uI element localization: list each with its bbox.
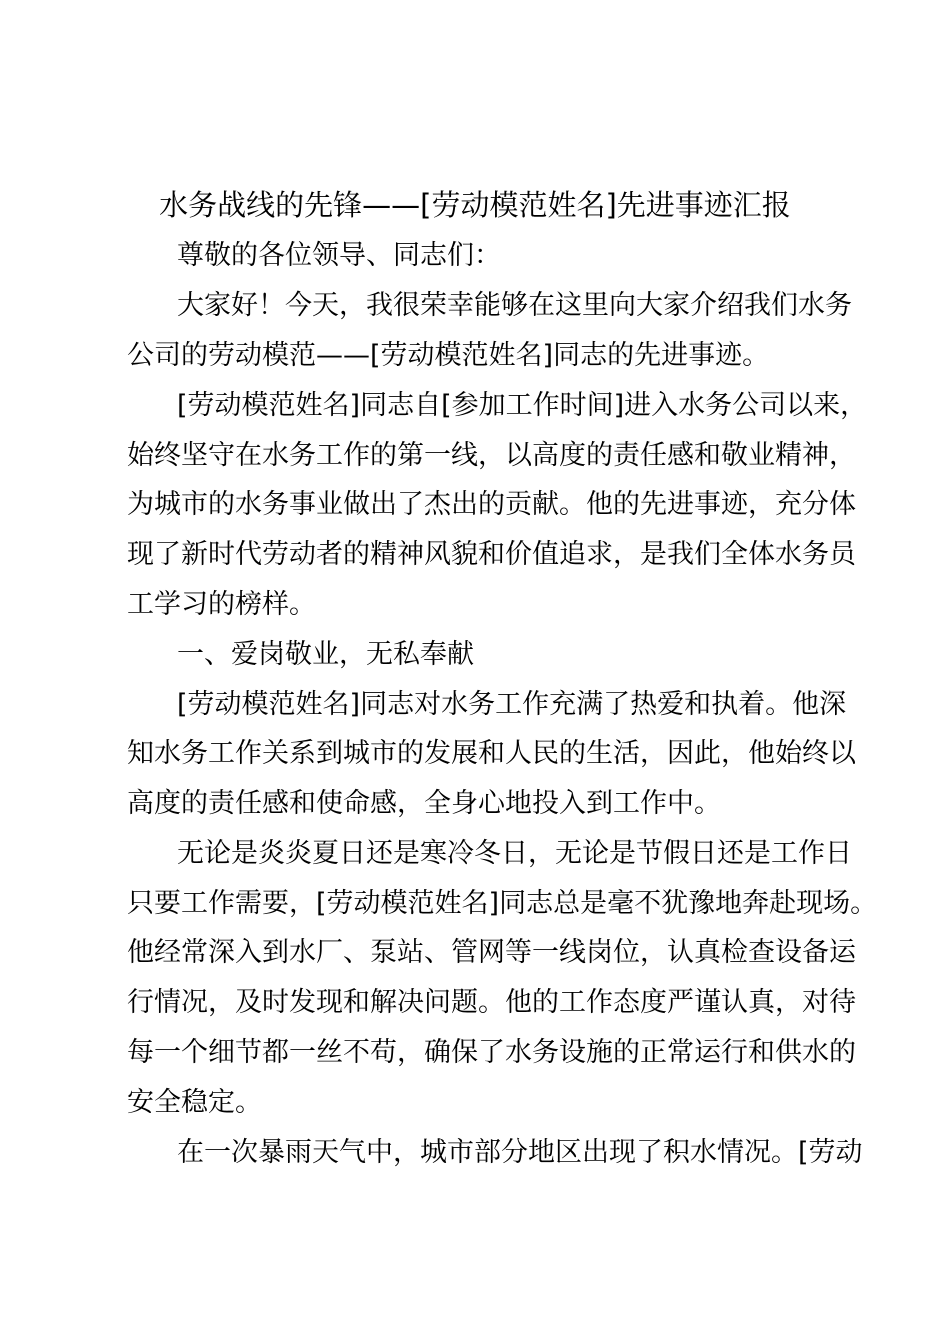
paragraph-4-line-1: 无论是炎炎夏日还是寒冷冬日，无论是节假日还是工作日 <box>177 838 852 869</box>
paragraph-5-line-1: 在一次暴雨天气中，城市部分地区出现了积水情况。[劳动 <box>177 1137 863 1168</box>
paragraph-1-line-1: 大家好！今天，我很荣幸能够在这里向大家介绍我们水务 <box>177 290 852 321</box>
document-title: 水务战线的先锋——[劳动模范姓名]先进事迹汇报 <box>159 188 791 222</box>
paragraph-4-line-3: 他经常深入到水厂、泵站、管网等一线岗位，认真检查设备运 <box>127 937 856 968</box>
paragraph-3-line-3: 高度的责任感和使命感，全身心地投入到工作中。 <box>127 788 721 819</box>
paragraph-4-line-6: 安全稳定。 <box>127 1087 262 1118</box>
paragraph-2-line-1: [劳动模范姓名]同志自[参加工作时间]进入水务公司以来， <box>177 390 868 421</box>
paragraph-3-line-1: [劳动模范姓名]同志对水务工作充满了热爱和执着。他深 <box>177 689 847 720</box>
paragraph-1-line-2: 公司的劳动模范——[劳动模范姓名]同志的先进事迹。 <box>127 340 770 371</box>
paragraph-2-line-3: 为城市的水务事业做出了杰出的贡献。他的先进事迹，充分体 <box>127 489 856 520</box>
paragraph-4-line-5: 每一个细节都一丝不苟，确保了水务设施的正常运行和供水的 <box>127 1037 856 1068</box>
paragraph-2-line-2: 始终坚守在水务工作的第一线，以高度的责任感和敬业精神， <box>127 440 856 471</box>
paragraph-4-line-4: 行情况，及时发现和解决问题。他的工作态度严谨认真，对待 <box>127 987 856 1018</box>
paragraph-2-line-5: 工学习的榜样。 <box>127 589 316 620</box>
paragraph-3-line-2: 知水务工作关系到城市的发展和人民的生活，因此，他始终以 <box>127 738 856 769</box>
salutation-line: 尊敬的各位领导、同志们： <box>177 240 501 271</box>
paragraph-4-line-2: 只要工作需要，[劳动模范姓名]同志总是毫不犹豫地奔赴现场。 <box>127 888 878 919</box>
paragraph-2-line-4: 现了新时代劳动者的精神风貌和价值追求，是我们全体水务员 <box>127 539 856 570</box>
section-heading-1: 一、爱岗敬业，无私奉献 <box>177 639 474 670</box>
